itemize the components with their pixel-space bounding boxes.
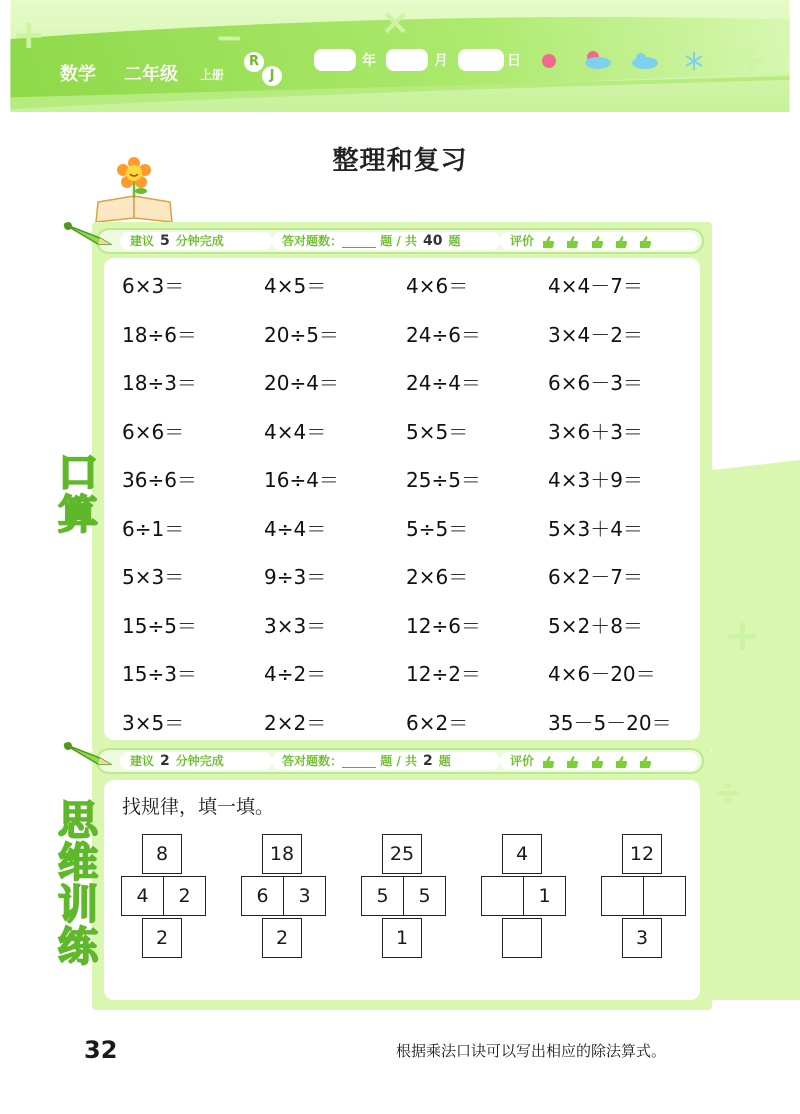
calc-problem[interactable]: 9÷3＝: [264, 565, 327, 589]
page-number: 32: [84, 1036, 118, 1064]
instruction-text: 找规律，填一填。: [122, 796, 275, 818]
puzzle-cell-top: 4: [502, 834, 542, 874]
calc-problem[interactable]: 3×3＝: [264, 613, 327, 638]
calc-problem[interactable]: 6×6－3＝: [548, 371, 643, 395]
year-field[interactable]: [314, 49, 356, 71]
side-char: 算: [58, 492, 98, 538]
suggest-pill: 建议 5 分钟完成: [120, 232, 272, 250]
badge-r: R: [244, 52, 264, 72]
puzzle-cell-bottom: 2: [142, 918, 182, 958]
calc-problem[interactable]: 35－5－20＝: [548, 710, 672, 735]
cloud-icon: [632, 53, 658, 69]
puzzle-cell-bottom: 1: [382, 918, 422, 958]
side-char: 训: [58, 882, 98, 928]
calc-problem[interactable]: 20÷4＝: [264, 371, 339, 395]
pencil-icon: [60, 738, 114, 768]
calc-problem[interactable]: 4×6＝: [406, 274, 469, 298]
calc-problem[interactable]: 15÷3＝: [122, 662, 197, 686]
puzzle-cell-right[interactable]: [643, 876, 686, 916]
calc-problem[interactable]: 36÷6＝: [122, 468, 197, 492]
puzzle-cell-right: 2: [163, 876, 206, 916]
calc-problem[interactable]: 25÷5＝: [406, 468, 481, 492]
year-label: 年: [362, 53, 376, 69]
puzzle-cell-left: 4: [121, 876, 164, 916]
sun-cloud-icon: [585, 51, 611, 69]
sun-icon: [542, 54, 556, 68]
decor-plus: +: [724, 610, 761, 661]
score-pill: 答对题数： 题 / 共 2 题: [272, 752, 500, 770]
calc-problem[interactable]: 4×4－7＝: [548, 274, 643, 298]
thumb-icon: [614, 755, 628, 769]
score-pill: 答对题数： 题 / 共 40 题: [272, 232, 500, 250]
thumb-icon: [614, 235, 628, 249]
calc-problem[interactable]: 12÷6＝: [406, 613, 481, 638]
side-char: 练: [58, 924, 98, 970]
badge-j: J: [262, 66, 282, 86]
puzzle-cell-left[interactable]: [601, 876, 644, 916]
grade-label: 二年级: [124, 64, 178, 85]
puzzle-cell-left[interactable]: [481, 876, 524, 916]
puzzle-cell-top: 18: [262, 834, 302, 874]
side-char: 口: [58, 450, 98, 496]
calc-problem[interactable]: 18÷6＝: [122, 322, 197, 347]
month-label: 月: [434, 53, 448, 69]
right-tab-decor: [700, 440, 800, 1000]
calc-problem[interactable]: 6÷1＝: [122, 516, 185, 541]
calc-problem[interactable]: 2×2＝: [264, 710, 327, 735]
puzzle-cell-top: 12: [622, 834, 662, 874]
thumb-icon: [541, 235, 555, 249]
decor-minus: −: [215, 18, 244, 58]
calc-problem[interactable]: 15÷5＝: [122, 613, 197, 638]
calc-problem[interactable]: 5×3＋4＝: [548, 516, 643, 541]
thumbs-rating[interactable]: [538, 754, 655, 768]
calc-problem[interactable]: 5÷5＝: [406, 516, 469, 541]
puzzle-cell-top: 8: [142, 834, 182, 874]
thumb-icon: [541, 755, 555, 769]
puzzle-cell-left: 6: [241, 876, 284, 916]
calc-problem[interactable]: 5×5＝: [406, 419, 469, 444]
term-label: 上册: [200, 68, 225, 82]
suggest-pill: 建议 2 分钟完成: [120, 752, 272, 770]
calc-problem[interactable]: 6×3＝: [122, 274, 185, 298]
puzzle-cell-left: 5: [361, 876, 404, 916]
day-label: 日: [507, 53, 521, 69]
side-label-kousuan: [52, 452, 104, 536]
rating-pill: 评价: [500, 752, 698, 770]
thumb-icon: [590, 235, 604, 249]
thumb-icon: [590, 755, 604, 769]
calc-problem[interactable]: 4×5＝: [264, 274, 327, 298]
calc-problem[interactable]: 24÷6＝: [406, 322, 481, 347]
calc-problem[interactable]: 3×5＝: [122, 710, 185, 735]
thumb-icon: [638, 755, 652, 769]
calc-problem[interactable]: 3×4－2＝: [548, 322, 643, 347]
puzzle-cell-bottom[interactable]: [502, 918, 542, 958]
decor-divide: ÷: [735, 40, 766, 81]
decor-divide: ÷: [712, 770, 744, 814]
calc-problem[interactable]: 3×6＋3＝: [548, 419, 643, 444]
puzzle-cell-right: 1: [523, 876, 566, 916]
thumb-icon: [565, 755, 579, 769]
puzzle-cell-bottom: 2: [262, 918, 302, 958]
calc-problem[interactable]: 4×3＋9＝: [548, 468, 643, 492]
calc-problem[interactable]: 24÷4＝: [406, 371, 481, 395]
calc-problem[interactable]: 2×6＝: [406, 565, 469, 589]
rj-badge: [244, 52, 286, 88]
calc-problem[interactable]: 6×2－7＝: [548, 565, 643, 589]
score-blank[interactable]: [342, 235, 376, 248]
calc-problem[interactable]: 18÷3＝: [122, 371, 197, 395]
month-field[interactable]: [386, 49, 428, 71]
calc-problem[interactable]: 20÷5＝: [264, 322, 339, 347]
footer-tip: 根据乘法口诀可以写出相应的除法算式。: [396, 1042, 667, 1060]
snow-icon: [686, 52, 702, 70]
puzzle-cell-bottom: 3: [622, 918, 662, 958]
decor-plus: +: [12, 12, 46, 58]
thumb-icon: [565, 235, 579, 249]
day-field[interactable]: [458, 49, 504, 71]
thumbs-rating[interactable]: [538, 234, 655, 248]
calc-problem[interactable]: 4×6－20＝: [548, 662, 656, 686]
page-title: 整理和复习: [332, 146, 468, 176]
side-label-siweixunlian: [52, 800, 104, 968]
puzzle-cell-right: 5: [403, 876, 446, 916]
calc-problem[interactable]: 16÷4＝: [264, 468, 339, 492]
side-char: 思: [58, 798, 98, 844]
puzzle-cell-top: 25: [382, 834, 422, 874]
calc-problem[interactable]: 4×4＝: [264, 419, 327, 444]
pencil-icon: [60, 218, 114, 248]
calc-problem[interactable]: 5×2＋8＝: [548, 613, 643, 638]
weather-icons: [538, 50, 708, 74]
info-bar-1: [96, 228, 704, 254]
subject-label: 数学: [60, 64, 96, 85]
info-bar-2: [96, 748, 704, 774]
book-flower-icon: [92, 156, 176, 224]
decor-times: ×: [380, 2, 411, 43]
calc-problem[interactable]: 6×6＝: [122, 419, 185, 444]
calc-problem[interactable]: 4÷2＝: [264, 662, 327, 686]
calc-problem[interactable]: 6×2＝: [406, 710, 469, 735]
calc-problem[interactable]: 4÷4＝: [264, 516, 327, 541]
puzzle-cell-right: 3: [283, 876, 326, 916]
rating-pill: 评价: [500, 232, 698, 250]
thumb-icon: [638, 235, 652, 249]
calc-problem[interactable]: 5×3＝: [122, 565, 185, 589]
score-blank[interactable]: [342, 755, 376, 768]
side-char: 维: [58, 840, 98, 886]
calc-problem[interactable]: 12÷2＝: [406, 662, 481, 686]
